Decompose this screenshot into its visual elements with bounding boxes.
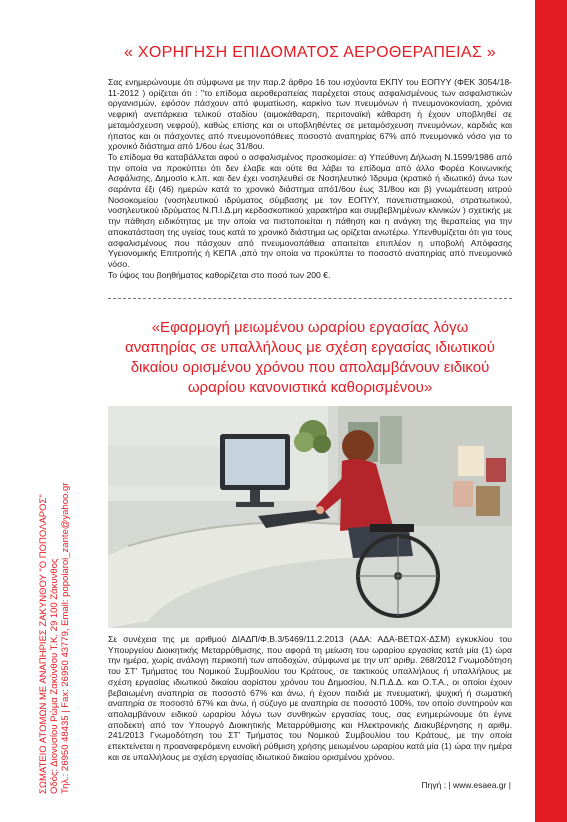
section-divider xyxy=(108,298,512,299)
section2-title-line: «Εφαρμογή μειωμένου ωραρίου εργασίας λόγω xyxy=(151,319,469,336)
section1-paragraph: Σας ενημερώνουμε ότι σύμφωνα με την παρ.2 άρθρο 16 του ισχύοντα ΕΚΠΥ του ΕΟΠΥΥ (ΦΕΚ 3054/18-11-2012 ) ορίζεται ότι : "το επίδομα αεροθεραπείας παρέχεται στους ασφαλισμένους των ασφαλιστικών οργανισμών, εφόσον πάσχουν από φυματίωση, καρκίνο των πνευμόνων ή πνευμονοκονίαση, χρόνια νεφρική ανεπάρκεια τελικού σταδίου (αιμοκάθαρση, περιτοναϊκή κάθαρση ή έχουν υποβληθεί σε μεταμόσχευση νεφρού), καθώς επίσης και οι υποβληθέντες σε μεταμόσχευση πνευμόνων, καρδιάς και ήπατος και οι πάσχοντες από πνευμονοπάθειες ποσοστό αναπηρίας 67% από πνευμονικό νόσο για το χρονικό διάστημα από 1/6ου έως 31/8ου. xyxy=(108,77,512,152)
section1-title: « ΧΟΡΗΓΗΣΗ ΕΠΙΔΟΜΑΤΟΣ ΑΕΡΟΘΕΡΑΠΕΙΑΣ » xyxy=(123,44,497,61)
section1-paragraph: Το επίδομα θα καταβάλλεται αφού ο ασφαλισμένος προσκομίσει: α) Υπεύθυνη Δήλωση Ν.1599/1986 από την οποία να προκύπτει ότι δεν έλαβε και ούτε θα λάβει το επίδομα από άλλο Φορέα Κοινωνικής Ασφάλισης, Δημοσίο κ.λπ. και δεν έχει νοσηλευθεί σε Νοσηλευτικό Ίδρυμα (κρατικό ή ιδιωτικό) άνω των σαράντα έξι (46) ημερών κατά το χρονικό διάστημα από1/6ου έως 31/8ου και β) γνωμάτευση ιατρού Νοσοκομείου (νοσηλευτικού ιδρύματος σύμβασης με τον ΕΟΠΥΥ, πανεπιστημιακού, στρατιωτικού, νοσηλευτικού ιδρύματος Ν.Π.Ι.Δ.μη κερδοσκοπικού χαρακτήρα και συμβεβλημένων κλινικών ) σχετικής με την πάθηση ειδικότητας με την οποία να πιστοποιείται η πάθηση και η ανάγκη της θεραπείας για την αποκατάσταση της υγείας τους κατά το χρονικό διάστημα ως ορίζεται ανωτέρω. Υπενθυμίζεται ότι για τους ασφαλισμένους που πάσχουν από πνευμονοπάθεια απαιτείται επιπλέον η υποβολή Απόφασης Υγειονομικής Επιτροπής ή ΚΕΠΑ ,από την οποία να προκύπτει το ποσοστό αναπηρίας από πνευμονικό νόσο. xyxy=(108,151,512,269)
section2-title-line: ωραρίου κανονιστικά καθορισμένου» xyxy=(187,379,433,396)
source-caption: Πηγή : | www.esaea.gr | xyxy=(421,780,511,790)
section1-paragraph: Το ύψος του βοηθήματος καθορίζεται στο ποσό των 200 €. xyxy=(108,269,331,280)
section2-title xyxy=(108,318,512,398)
section1-body xyxy=(108,77,512,280)
section2-title-line: αναπηρίας σε υπαλλήλους με σχέση εργασίας ιδιωτικού xyxy=(125,339,495,356)
association-address: Οδός: Διονυσίου Ρώμα Ζακύνθου Τ.Κ. 29 100 Ζάκυνθος xyxy=(49,558,60,794)
red-side-bar xyxy=(535,0,567,822)
section2-body: Σε συνέχεια της με αριθμού ΔΙΑΔΠ/Φ.Β.3/5469/11.2.2013 (ΑΔΑ: ΑΔΑ-ΒΕΤΩΧ-ΔΣΜ) εγκυκλίου του Υπουργείου Διοικητικής Μεταρρύθμισης, που αφορά τη μείωση του ωραρίου εργασίας κατά μία (1) ώρα την ημέρα, χωρίς ανάλογη περικοπή των αποδοχών, σύμφωνα με την υπ' αριθμ. 268/2012 Γνωμοδότηση του ΣΤ' Τμήματος του Νομικού Συμβουλίου του Κράτους, σε τακτικούς υπαλλήλους ή υπαλλήλους με σχέση εργασίας ιδιωτικού δικαίου αορίστου χρόνου του Δημοσίου, Ν.Π.Δ.Δ. και Ο.Τ.Α., οι οποίοι έχουν βεβαιωμένη αναπηρία σε ποσοστό 67% και άνω, ή έχουν παιδιά με πνευματική, ψυχική ή σωματική αναπηρία σε ποσοστό 67% και άνω, ή σύζυγο με αναπηρία σε ποσοστό 100%, τον οποίο συντηρούν και απολαμβάνουν ειδικού ωραρίου λόγω των συνθηκών εργασίας τους, σας ενημερώνουμε ότι έγινε αποδεκτή από τον Υπουργό Διοικητικής Μεταρρύθμισης και Ηλεκτρονικής Διακυβέρνησης η αριθμ. 241/2013 Γνωμοδότηση του ΣΤ' Τμήματος του Νομικού Συμβουλίου του Κράτους, με την οποία επεκτείνεται η προαναφερόμενη ευνοϊκή ρύθμιση χρήσης μειωμένου ωραρίου κατά μία (1) ώρα την ημέρα και σε υπαλλήλους με σχέση εργασίας ιδιωτικού δικαίου ορισμένου χρόνου. xyxy=(108,634,512,762)
association-phone-email: Τηλ.: 26950 48435 | Fax: 26950 43779, Email: popolaroi_zante@yahoo.gr xyxy=(60,482,71,794)
office-photo xyxy=(108,406,512,628)
association-name: ΣΩΜΑΤΕΙΟ ΑΤΟΜΩΝ ΜΕ ΑΝΑΠΗΡΙΕΣ ΖΑΚΥΝΘΟΥ "Ο ΠΟΠΟΛΑΡΟΣ" xyxy=(38,494,49,794)
section2-title-line: δικαίου ορισμένου χρόνου που απολαμβάνουν ειδικού xyxy=(130,359,490,376)
